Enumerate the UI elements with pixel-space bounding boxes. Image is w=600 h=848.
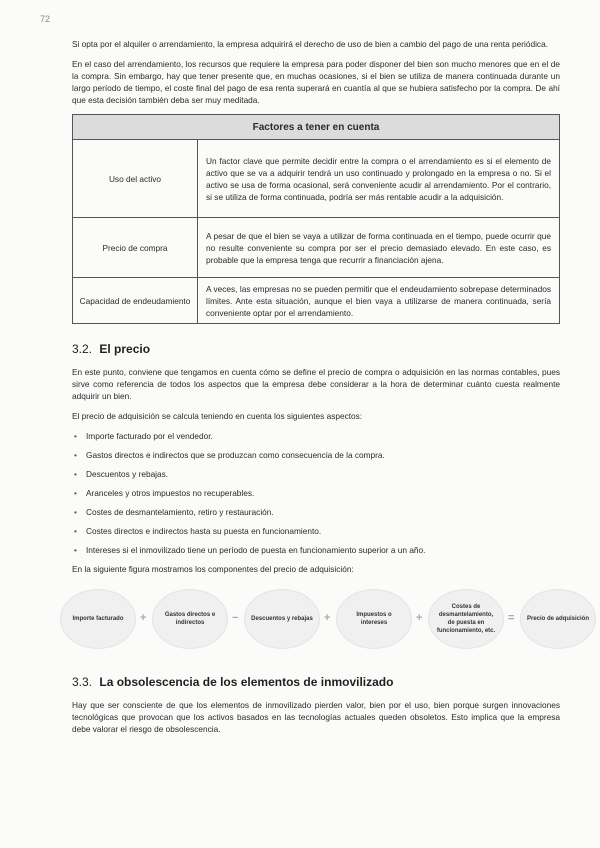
- flow-node-descuentos: Descuentos y rebajas: [244, 589, 320, 649]
- flow-node-gastos: Gastos directos e indirectos: [152, 589, 228, 649]
- factor-description: Un factor clave que permite decidir entre la compra o el arrendamiento es si el elemento de activo que se va a adquirir tendrá un uso continuado y prolongado en la empresa o no. Si el activo se usa de forma ocasional, será conveniente acudir al arrendamiento. Por el contrario, si se utiliza de forma continuada, podría ser más rentable acudir a la adquisición.: [198, 140, 560, 218]
- plus-operator: +: [324, 612, 331, 624]
- plus-operator: +: [140, 612, 147, 624]
- table-row: [73, 278, 560, 324]
- flow-node-importe: Importe facturado: [60, 589, 136, 649]
- minus-operator: −: [232, 612, 239, 624]
- intro-paragraph-1: Si opta por el alquiler o arrendamiento, la empresa adquirirá el derecho de uso de bien a cambio del pago de una renta periódica.: [72, 39, 548, 49]
- plus-operator: +: [416, 612, 423, 624]
- section-paragraph: En este punto, conviene que tengamos en cuenta cómo se define el precio de compra o adquisición en las normas contables, pues sirve como referencia de todos los aspectos que la empresa debe considerar a la hora de determinar cuánto cuesta realmente adquirir un bien.: [72, 367, 560, 401]
- factor-label: Capacidad de endeudamiento: [73, 278, 198, 324]
- list-item: • Descuentos y rebajas.: [72, 468, 560, 480]
- flow-node-costes: Costes de desmantelamiento, de puesta en funcionamiento, etc.: [428, 589, 504, 649]
- intro-paragraph-2: En el caso del arrendamiento, los recursos que requiere la empresa para poder disponer del bien son mucho menores que en el de la compra. Sin embargo, hay que tener presente que, en muchas ocasiones, si el bien se utiliza de manera continuada durante un largo período de tiempo, el coste final del pago de esa renta superará en cuantía al que se hubiera satisfecho por la compra. De ahí que esta decisión también deba ser muy meditada.: [72, 59, 560, 105]
- section-heading-3-2: [72, 342, 560, 356]
- page-number: 72: [40, 14, 51, 24]
- list-item: • Costes de desmantelamiento, retiro y restauración.: [72, 506, 560, 518]
- list-item: • Costes directos e indirectos hasta su puesta en funcionamiento.: [72, 525, 560, 537]
- page-content: [72, 38, 590, 743]
- section-heading-3-3: [72, 675, 560, 689]
- factor-description: A pesar de que el bien se vaya a utilizar de forma continuada en el tiempo, puede ocurrir que no resulte conveniente su compra por ser el precio demasiado elevado. En este caso, es probable que la empresa tenga que recurrir a financiación ajena.: [198, 218, 560, 278]
- factor-label: Precio de compra: [73, 218, 198, 278]
- factors-table: [72, 114, 560, 324]
- flow-node-precio: Precio de adquisición: [520, 589, 596, 649]
- section-number: 3.3.: [72, 675, 93, 689]
- factors-table-header: Factores a tener en cuenta: [73, 115, 560, 140]
- table-row: [73, 218, 560, 278]
- section-number: 3.2.: [72, 342, 93, 356]
- section-title: El precio: [99, 342, 151, 356]
- section-title: La obsolescencia de los elementos de inmovilizado: [99, 675, 394, 689]
- flow-node-impuestos: Impuestos o intereses: [336, 589, 412, 649]
- list-item: • Aranceles y otros impuestos no recuperables.: [72, 487, 560, 499]
- factor-label: Uso del activo: [73, 140, 198, 218]
- equals-operator: =: [508, 612, 515, 624]
- list-item: • Intereses si el inmovilizado tiene un período de puesta en funcionamiento superior a un año.: [72, 544, 560, 556]
- factor-description: A veces, las empresas no se pueden permitir que el endeudamiento sobrepase determinados límites. Ante esta situación, aunque el bien vaya a utilizarse de manera continuada, sería conveniente optar por el arrendamiento.: [198, 278, 560, 324]
- section-paragraph: Hay que ser consciente de que los elementos de inmovilizado pierden valor, bien por el uso, bien porque surgen innovaciones tecnológicas que provocan que los activos basados en las tecnologías actuales queden obsoletos. Esto implica que la empresa debe valorar el riesgo de obsolescencia.: [72, 700, 560, 734]
- list-item: • Importe facturado por el vendedor.: [72, 430, 560, 442]
- table-row: [73, 140, 560, 218]
- aspects-list: [72, 430, 560, 556]
- section-paragraph: El precio de adquisición se calcula teniendo en cuenta los siguientes aspectos:: [72, 411, 363, 421]
- acquisition-price-diagram: [60, 583, 600, 659]
- list-item: • Gastos directos e indirectos que se produzcan como consecuencia de la compra.: [72, 449, 560, 461]
- figure-intro: En la siguiente figura mostramos los componentes del precio de adquisición:: [72, 564, 354, 574]
